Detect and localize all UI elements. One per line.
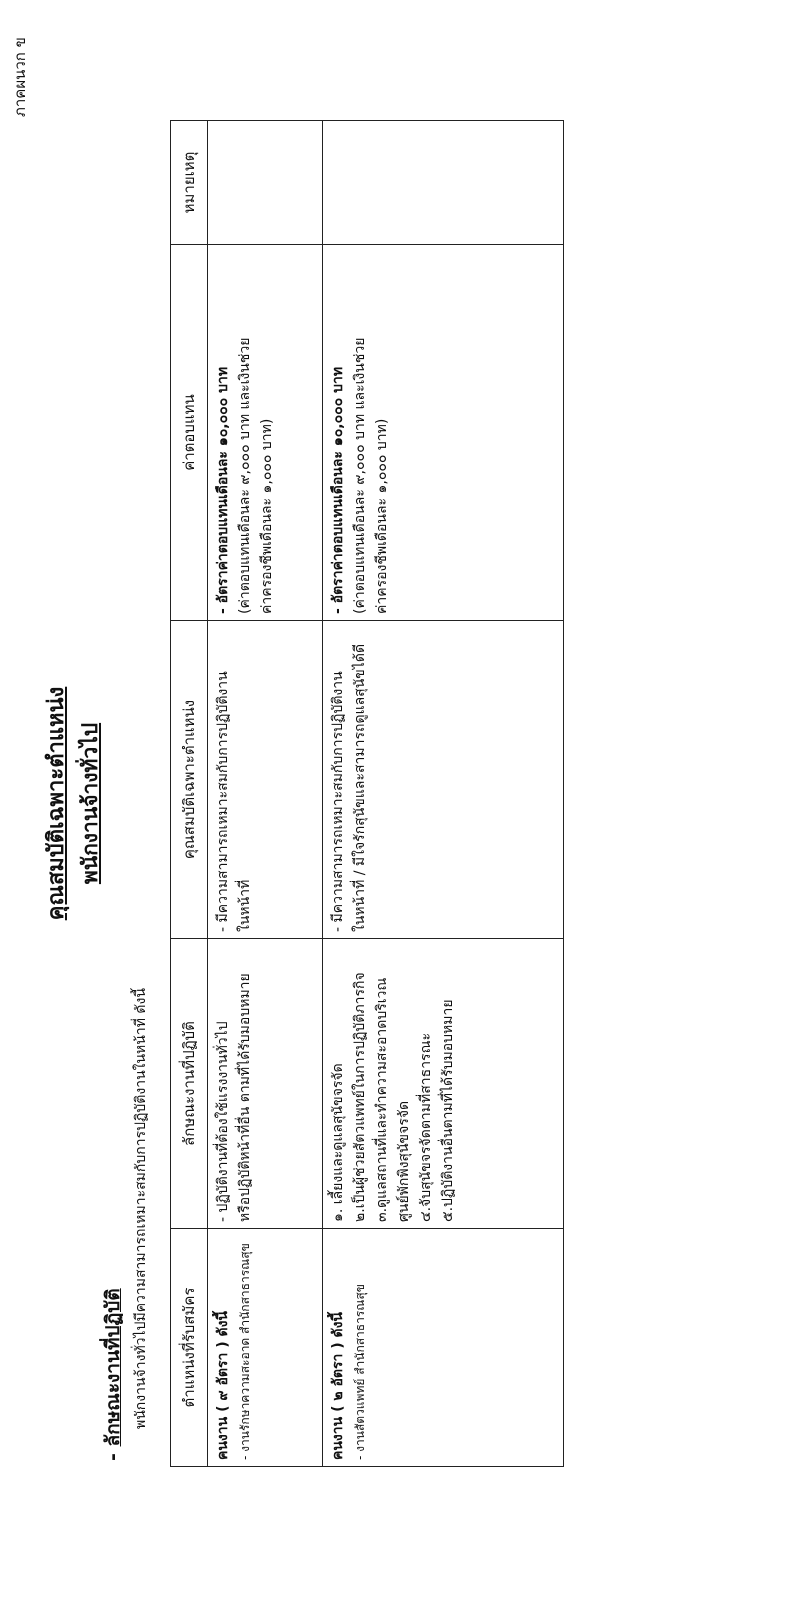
pay-detail-line: ค่าครองชีพเดือนละ ๑,๐๐๐ บาท) bbox=[374, 418, 390, 614]
qualification-cell bbox=[208, 621, 323, 939]
position-cell bbox=[208, 1229, 323, 1467]
pay-main: - อัตราค่าตอบแทนเดือนละ ๑๐,๐๐๐ บาท bbox=[215, 366, 231, 614]
duty-line: หรือปฏิบัติหน้าที่อื่น ตามที่ได้รับมอบหมาย bbox=[237, 973, 253, 1222]
header-qualification: คุณสมบัติเฉพาะตำแหน่ง bbox=[171, 621, 208, 939]
header-remark: หมายเหตุ bbox=[171, 121, 208, 245]
header-position: ตำแหน่งที่รับสมัคร bbox=[171, 1229, 208, 1467]
header-pay: ค่าตอบแทน bbox=[171, 245, 208, 621]
duty-line: ศูนย์พักพิงสุนัขจรจัด bbox=[396, 1100, 412, 1222]
remark-cell bbox=[208, 121, 323, 245]
qualification-line: ในหน้าที่ bbox=[237, 879, 253, 932]
position-detail: - งานรักษาความสะอาด สำนักสาธารณสุข bbox=[238, 1243, 252, 1460]
duty-line: ๕.ปฏิบัติงานอื่นตามที่ได้รับมอบหมาย bbox=[440, 999, 456, 1222]
qualification-line: - มีความสามารถเหมาะสมกับการปฏิบัติงาน bbox=[215, 671, 231, 932]
qualification-line: ในหน้าที่ / มีใจรักสุนัขและสามารถดูแลสุนัขได้ดี bbox=[352, 643, 368, 932]
duty-line: ๑. เลี้ยงและดูแลสุนัขจรจัด bbox=[330, 1063, 346, 1222]
qualification-line: - มีความสามารถเหมาะสมกับการปฏิบัติงาน bbox=[330, 671, 346, 932]
position-detail: - งานสัตวแพทย์ สำนักสาธารณสุข bbox=[353, 1284, 367, 1460]
position-title: คนงาน ( ๒ อัตรา ) ดังนี้ bbox=[330, 1312, 346, 1460]
pay-detail-line: ค่าครองชีพเดือนละ ๑,๐๐๐ บาท) bbox=[259, 418, 275, 614]
pay-detail-line: (ค่าตอบแทนเดือนละ ๙,๐๐๐ บาท และเงินช่วย bbox=[237, 337, 253, 614]
qualification-cell bbox=[323, 621, 564, 939]
duty-line: ๒.เป็นผู้ช่วยสัตวแพทย์ในการปฏิบัติภารกิจ bbox=[352, 972, 368, 1222]
duty-line: ๔.จับสุนัขจรจัดตามที่สาธารณะ bbox=[418, 1032, 434, 1222]
pay-cell bbox=[208, 245, 323, 621]
pay-main: - อัตราค่าตอบแทนเดือนละ ๑๐,๐๐๐ บาท bbox=[330, 366, 346, 614]
position-cell bbox=[323, 1229, 564, 1467]
table-row bbox=[208, 121, 323, 1467]
page-title: คุณสมบัติเฉพาะตำแหน่ง bbox=[44, 686, 69, 921]
section-dash: - bbox=[102, 1453, 124, 1461]
pay-detail-line: (ค่าตอบแทนเดือนละ ๙,๐๐๐ บาท และเงินช่วย bbox=[352, 337, 368, 614]
table-header-row bbox=[171, 121, 208, 1467]
duties-cell bbox=[323, 939, 564, 1229]
qualification-table bbox=[170, 120, 564, 1467]
appendix-label: ภาคผนวก ข bbox=[11, 37, 29, 117]
duty-line: - ปฏิบัติงานที่ต้องใช้แรงงานทั่วไป bbox=[215, 1021, 231, 1222]
duties-cell bbox=[208, 939, 323, 1229]
header-duties: ลักษณะงานที่ปฏิบัติ bbox=[171, 939, 208, 1229]
pay-cell bbox=[323, 245, 564, 621]
section-heading-text: ลักษณะงานที่ปฏิบัติ bbox=[102, 1288, 124, 1447]
section-heading bbox=[98, 1288, 128, 1461]
intro-text: พนักงานจ้างทั่วไปมีความสามารถเหมาะสมกับการปฏิบัติงานในหน้าที่ ดังนี้ bbox=[133, 988, 149, 1429]
page-subtitle: พนักงานจ้างทั่วไป bbox=[78, 722, 102, 885]
position-title: คนงาน ( ๙ อัตรา ) ดังนี้ bbox=[215, 1310, 231, 1460]
table-row bbox=[323, 121, 564, 1467]
remark-cell bbox=[323, 121, 564, 245]
duty-line: ๓.ดูแลสถานที่และทำความสะอาดบริเวณ bbox=[374, 977, 390, 1222]
